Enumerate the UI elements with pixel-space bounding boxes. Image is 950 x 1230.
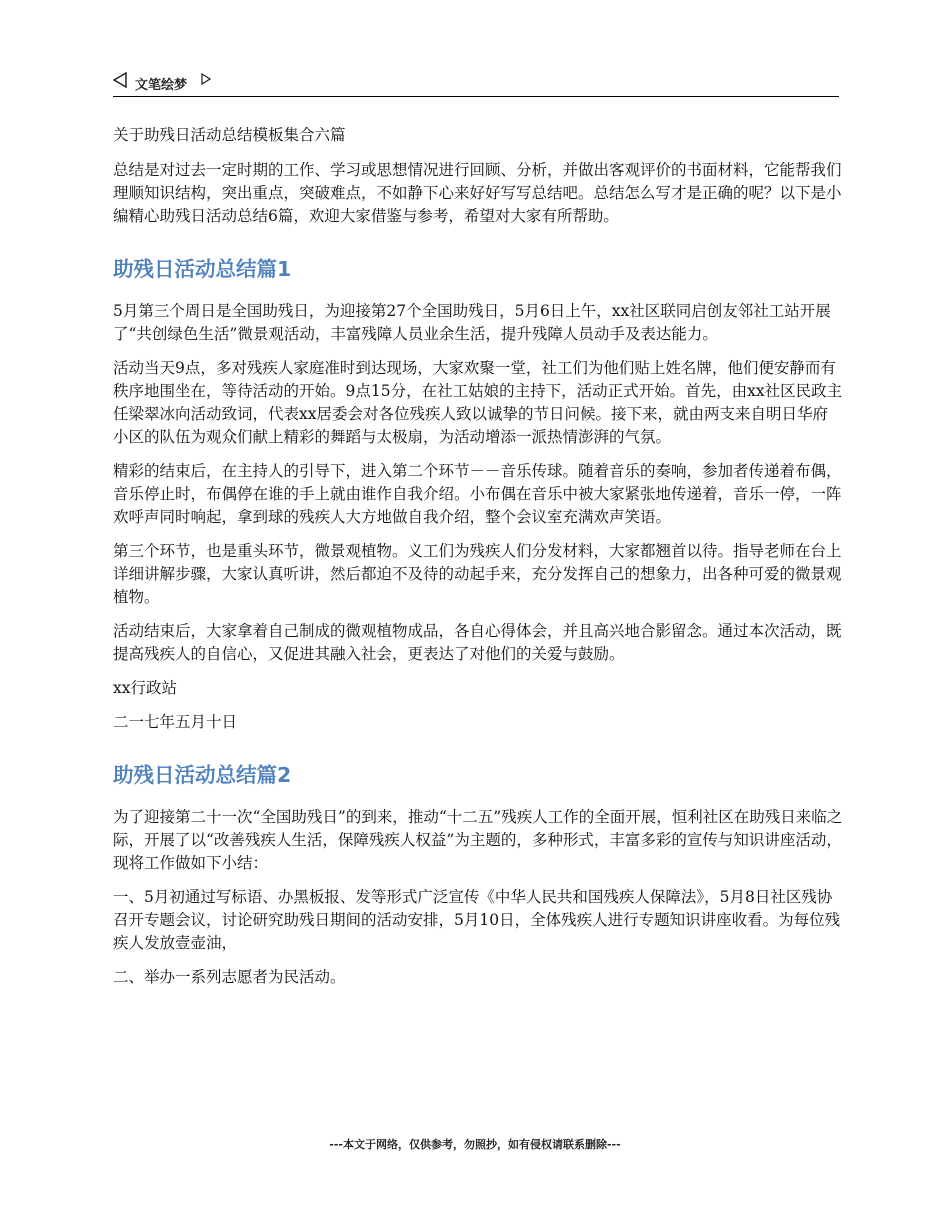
paragraph: 精彩的结束后，在主持人的引导下，进入第二个环节－－音乐传球。随着音乐的奏响，参加者传递着布偶，音乐停止时，布偶停在谁的手上就由谁作自我介绍。小布偶在音乐中被大家紧张地传递着，音乐一停，一阵欢呼声同时响起，拿到球的残疾人大方地做自我介绍，整个会议室充满欢声笑语。	[113, 462, 842, 526]
paragraph: 二、举办一系列志愿者为民活动。	[113, 968, 346, 986]
paragraph: 活动结束后，大家拿着自己制成的微观植物成品，各自心得体会，并且高兴地合影留念。通过本次活动，既提高残疾人的自信心，又促进其融入社会，更表达了对他们的关爱与鼓励。	[113, 622, 842, 663]
footer-notice: ---本文于网络，仅供参考，勿照抄，如有侵权请联系删除---	[329, 1138, 621, 1151]
section-heading-2: 助残日活动总结篇2	[113, 763, 292, 787]
section-heading-1: 助残日活动总结篇1	[113, 257, 292, 281]
document-body	[113, 124, 843, 1000]
paragraph: 第三个环节，也是重头环节，微景观植物。义工们为残疾人们分发材料，大家都翘首以待。指导老师在台上详细讲解步骤，大家认真听讲，然后都迫不及待的动起手来，充分发挥自己的想象力，出各种可爱的微景观植物。	[113, 542, 842, 606]
signature-org: xx行政站	[113, 679, 177, 697]
paragraph: 5月第三个周日是全国助残日，为迎接第27个全国助残日，5月6日上午，xx社区联同启创友邻社工站开展了“共创绿色生活”微景观活动，丰富残障人员业余生活，提升残障人员动手及表达能力。	[113, 302, 831, 343]
page-header	[113, 70, 839, 97]
paragraph: 活动当天9点，多对残疾人家庭准时到达现场，大家欢聚一堂，社工们为他们贴上姓名牌，他们便安静而有秩序地围坐在，等待活动的开始。9点15分，在社工姑娘的主持下，活动正式开始。首先，由xx社区民政主任梁翠冰向活动致词，代表xx居委会对各位残疾人致以诚挚的节日问候。接下来，就由两支来自明日华府小区的队伍为观众们献上精彩的舞蹈与太极扇，为活动增添一派热情澎湃的气氛。	[113, 359, 843, 446]
triangle-right-icon	[201, 73, 211, 85]
paragraph: 一、5月初通过写标语、办黑板报、发等形式广泛宣传《中华人民共和国残疾人保障法》，5月8日社区残协召开专题会议，讨论研究助残日期间的活动安排，5月10日，全体残疾人进行专题知识讲座收看。为每位残疾人发放壹壶油，	[113, 888, 841, 952]
brand-name: 文笔绘梦	[135, 78, 188, 93]
intro-paragraph: 总结是对过去一定时期的工作、学习或思想情况进行回顾、分析，并做出客观评价的书面材料，它能帮我们理顺知识结构，突出重点，突破难点，不如静下心来好好写写总结吧。总结怎么写才是正确的呢？以下是小编精心助残日活动总结6篇，欢迎大家借鉴与参考，希望对大家有所帮助。	[113, 161, 842, 225]
document-title: 关于助残日活动总结模板集合六篇	[113, 126, 346, 144]
paragraph: 为了迎接第二十一次“全国助残日”的到来，推动“十二五”残疾人工作的全面开展，恒利社区在助残日来临之际，开展了以“改善残疾人生活，保障残疾人权益”为主题的，多种形式，丰富多彩的宣传与知识讲座活动，现将工作做如下小结：	[113, 808, 843, 872]
triangle-left-icon	[113, 72, 127, 88]
signature-date: 二一七年五月十日	[113, 713, 238, 731]
